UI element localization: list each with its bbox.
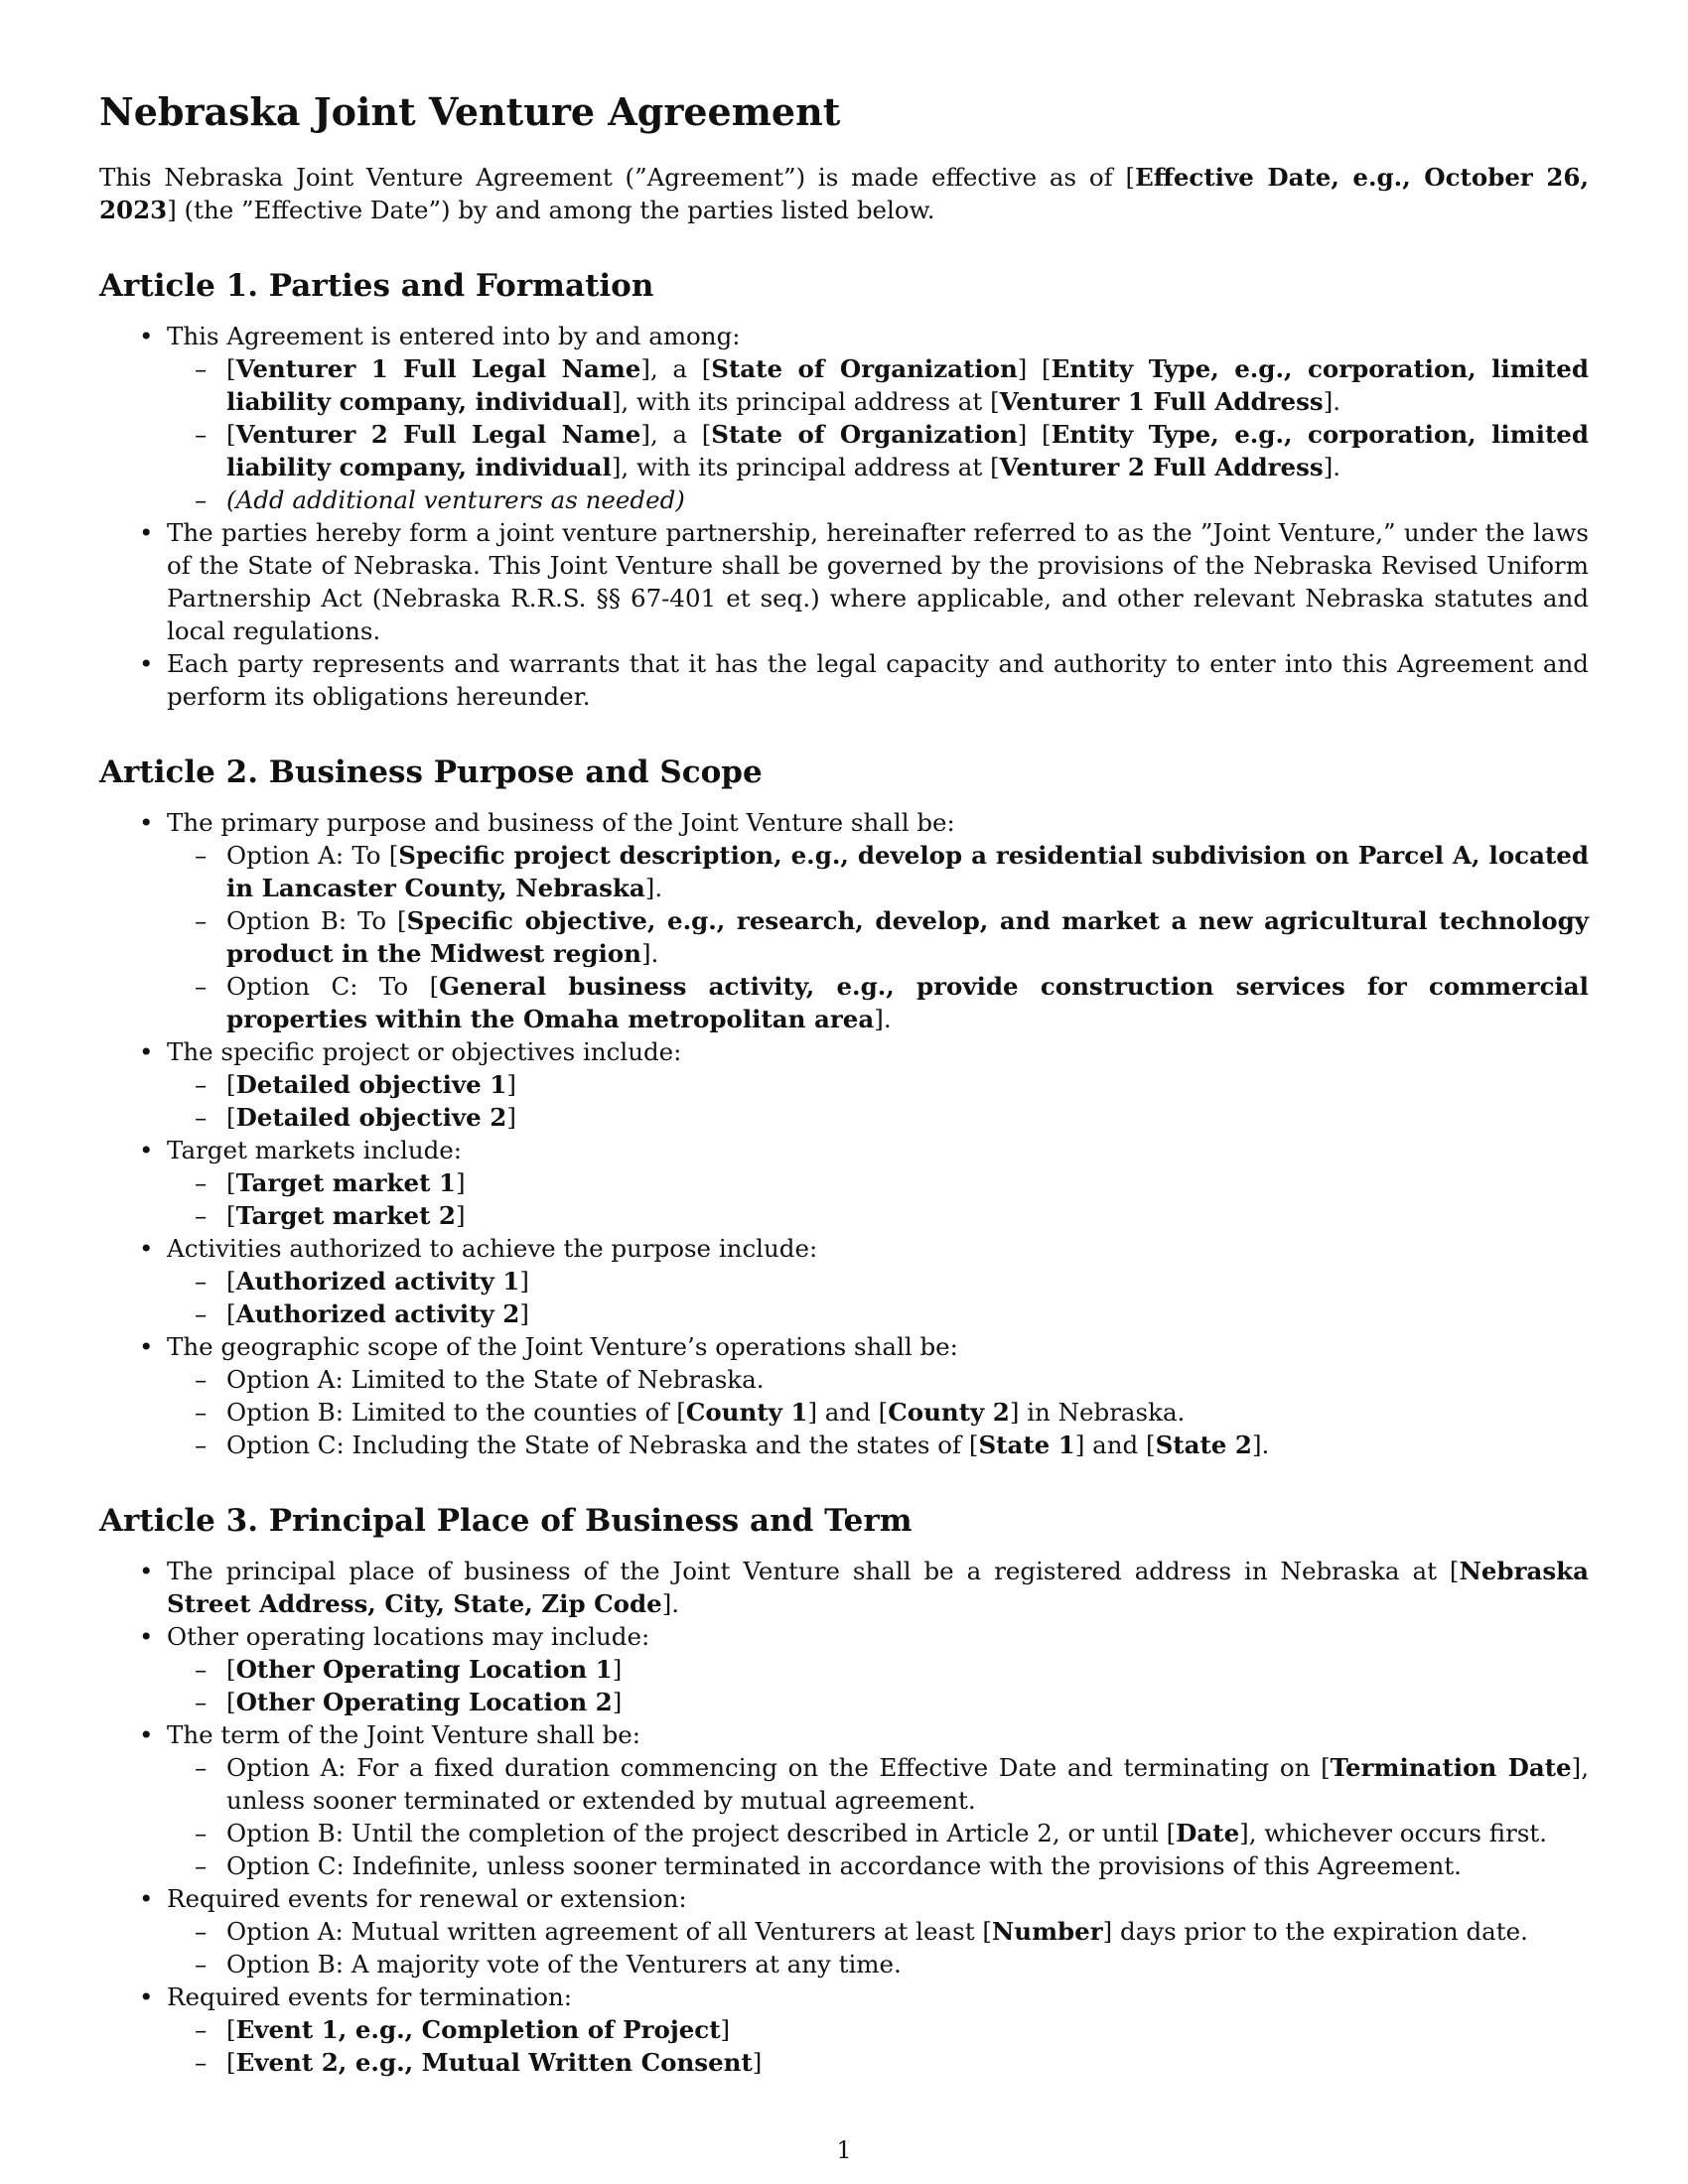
- market-item: – [Target market 1]: [165, 1166, 1589, 1199]
- document-page: [99, 89, 1589, 2079]
- termination-event-item: – [Event 2, e.g., Mutual Written Consent]: [165, 2046, 1589, 2079]
- article-1-heading: Article 1. Parties and Formation: [99, 268, 654, 304]
- venturer-1-type: Entity Type, e.g., corporation, limited liability company, individual: [226, 354, 1589, 416]
- list-item: [99, 320, 1589, 516]
- article-3-heading: Article 3. Principal Place of Business and Term: [99, 1503, 913, 1539]
- option-text-end: , unless sooner terminated or extended by mutual agreement.: [226, 1753, 1590, 1815]
- purpose-options: [167, 839, 1589, 1035]
- list-item-text: Target markets include:: [167, 1136, 463, 1164]
- term-option-c: [165, 1849, 1589, 1882]
- renewal-option-b: [165, 1948, 1589, 1980]
- list-item: [99, 1035, 1589, 1134]
- objective-item: – [Detailed objective 2]: [165, 1101, 1589, 1134]
- option-text: Option B: A majority vote of the Venturers at any time.: [226, 1950, 902, 1979]
- venturer-2-item: – [Venturer 2 Full Legal Name], a [State of Organization] [Entity Type, e.g., corporation, limited liability company, individual], with its principal address at [Venturer 2 Full Address].: [165, 418, 1589, 483]
- list-item-text: Activities authorized to achieve the purpose include:: [167, 1234, 818, 1263]
- article-2-list: [99, 806, 1589, 1461]
- list-item: [99, 1134, 1589, 1232]
- objectives-list: [167, 1068, 1589, 1134]
- list-item-text: The principal place of business of the Joint Venture shall be a registered address in Nebraska at: [167, 1557, 1450, 1585]
- connector-text: and: [817, 1398, 879, 1427]
- connector-text: , with its principal address at: [621, 387, 991, 416]
- markets-list: [167, 1166, 1589, 1232]
- event-placeholder: Event 1, e.g., Completion of Project: [235, 2015, 721, 2044]
- county-1-placeholder: County 1: [685, 1398, 808, 1427]
- term-option-b: – Option B: Until the completion of the project described in Article 2, or until [Date], whichever occurs first.: [165, 1817, 1589, 1849]
- county-2-placeholder: County 2: [888, 1398, 1010, 1427]
- list-item: [99, 1232, 1589, 1330]
- option-text: Option A: Limited to the State of Nebraska.: [226, 1365, 765, 1394]
- article-1-list: [99, 320, 1589, 713]
- objective-placeholder: Detailed objective 1: [235, 1070, 507, 1099]
- venturer-2-type: Entity Type, e.g., corporation, limited liability company, individual: [226, 420, 1589, 481]
- option-text-end: days prior to the expiration date.: [1112, 1917, 1528, 1946]
- option-b-placeholder: Specific objective, e.g., research, develop, and market a new agricultural technology product in the Midwest region: [226, 906, 1589, 968]
- article-2-heading: Article 2. Business Purpose and Scope: [99, 754, 763, 790]
- renewal-options: [167, 1915, 1589, 1980]
- state-1-placeholder: State 1: [978, 1431, 1075, 1459]
- page-number: 1: [836, 2136, 852, 2164]
- market-item: – [Target market 2]: [165, 1199, 1589, 1232]
- objective-placeholder: Detailed objective 2: [235, 1103, 507, 1132]
- document-title: Nebraska Joint Venture Agreement: [99, 89, 841, 134]
- option-label: Option A: To: [226, 841, 389, 870]
- venturer-2-address: Venturer 2 Full Address: [999, 453, 1324, 481]
- location-placeholder: Other Operating Location 2: [235, 1688, 613, 1716]
- option-text-end: , whichever occurs first.: [1248, 1819, 1548, 1847]
- list-item: [99, 1330, 1589, 1461]
- list-item: • The principal place of business of the Joint Venture shall be a registered address in Nebraska at [Nebraska Street Address, City, State, Zip Code].: [99, 1555, 1589, 1620]
- list-item: [99, 1620, 1589, 1718]
- activity-placeholder: Authorized activity 1: [235, 1267, 520, 1296]
- option-text-end: in Nebraska.: [1019, 1398, 1186, 1427]
- market-placeholder: Target market 1: [235, 1168, 456, 1197]
- venturer-list: [167, 352, 1589, 516]
- list-item: [99, 1882, 1589, 1980]
- option-label: Option B: To: [226, 906, 398, 935]
- geographic-options: [167, 1363, 1589, 1461]
- location-placeholder: Other Operating Location 1: [235, 1655, 613, 1684]
- list-item: [99, 1980, 1589, 2079]
- venturer-2-state: State of Organization: [711, 420, 1018, 449]
- option-text: Option C: Indefinite, unless sooner terminated in accordance with the provisions of this Agreement.: [226, 1851, 1462, 1880]
- option-text: Option B: Until the completion of the project described in Article 2, or until: [226, 1819, 1167, 1847]
- list-item-text: Required events for renewal or extension:: [167, 1884, 687, 1913]
- list-item-text: This Agreement is entered into by and among:: [167, 322, 741, 350]
- venturer-1-name: Venturer 1 Full Legal Name: [235, 354, 641, 383]
- renewal-option-a: – Option A: Mutual written agreement of all Venturers at least [Number] days prior to the expiration date.: [165, 1915, 1589, 1948]
- list-item-text: The parties hereby form a joint venture partnership, hereinafter referred to as the ”Joint Venture,” under the laws of the State of Nebraska. This Joint Venture shall be governed by the provisions of the Nebraska Revised Uniform Partnership Act (Nebraska R.R.S. §§ 67-401 et seq.) where applicable, and other relevant Nebraska statutes and local regulations.: [167, 518, 1589, 645]
- connector-text: , a: [649, 420, 702, 449]
- event-placeholder: Event 2, e.g., Mutual Written Consent: [235, 2048, 753, 2077]
- option-text: Option B: Limited to the counties of: [226, 1398, 677, 1427]
- option-text: Option A: For a fixed duration commencing on the Effective Date and terminating on: [226, 1753, 1322, 1782]
- objective-item: – [Detailed objective 1]: [165, 1068, 1589, 1101]
- geo-option-b: – Option B: Limited to the counties of [County 1] and [County 2] in Nebraska.: [165, 1396, 1589, 1429]
- list-item: [99, 806, 1589, 1035]
- list-item-text: The geographic scope of the Joint Venture’s operations shall be:: [167, 1332, 958, 1361]
- other-locations-list: [167, 1653, 1589, 1718]
- venturer-1-state: State of Organization: [711, 354, 1018, 383]
- location-item: – [Other Operating Location 2]: [165, 1686, 1589, 1718]
- intro-paragraph: This Nebraska Joint Venture Agreement (”Agreement”) is made effective as of [Effective Date, e.g., October 26, 2023] (the ”Effective Date”) by and among the parties listed below.: [99, 163, 1589, 224]
- termination-events-list: [167, 2013, 1589, 2079]
- venturer-2-name: Venturer 2 Full Legal Name: [235, 420, 641, 449]
- connector-text: and: [1084, 1431, 1147, 1459]
- connector-text: , a: [649, 354, 702, 383]
- market-placeholder: Target market 2: [235, 1201, 456, 1230]
- purpose-option-c: – Option C: To [General business activity, e.g., provide construction services for commercial properties within the Omaha metropolitan area].: [165, 970, 1589, 1035]
- location-item: – [Other Operating Location 1]: [165, 1653, 1589, 1686]
- additional-venturers-item: [165, 483, 1589, 516]
- list-item-text: Each party represents and warrants that it has the legal capacity and authority to enter into this Agreement and perform its obligations hereunder.: [167, 649, 1589, 711]
- venturer-1-item: – [Venturer 1 Full Legal Name], a [State of Organization] [Entity Type, e.g., corporation, limited liability company, individual], with its principal address at [Venturer 1 Full Address].: [165, 352, 1589, 418]
- effective-date-placeholder: Effective Date, e.g., October 26, 2023: [99, 163, 1589, 224]
- activity-item: – [Authorized activity 1]: [165, 1265, 1589, 1297]
- list-item: [99, 1718, 1589, 1882]
- connector-text: , with its principal address at: [621, 453, 991, 481]
- option-text-end: .: [1261, 1431, 1270, 1459]
- intro-text-end: (the ”Effective Date”) by and among the parties listed below.: [176, 196, 935, 224]
- activity-item: – [Authorized activity 2]: [165, 1297, 1589, 1330]
- list-item-text: The primary purpose and business of the Joint Venture shall be:: [167, 808, 955, 837]
- address-placeholder: Nebraska Street Address, City, State, Zip Code: [167, 1557, 1589, 1618]
- term-option-a: – Option A: For a fixed duration commencing on the Effective Date and terminating on [Termination Date], unless sooner terminated or extended by mutual agreement.: [165, 1751, 1589, 1817]
- activity-placeholder: Authorized activity 2: [235, 1299, 520, 1328]
- geo-option-a: [165, 1363, 1589, 1396]
- list-item-text: Required events for termination:: [167, 1982, 573, 2011]
- option-label: Option C: To: [226, 972, 430, 1001]
- list-item-text: The term of the Joint Venture shall be:: [167, 1720, 641, 1749]
- activities-list: [167, 1265, 1589, 1330]
- venturer-1-address: Venturer 1 Full Address: [999, 387, 1324, 416]
- additional-venturers-note: (Add additional venturers as needed): [226, 485, 685, 514]
- list-item: [99, 647, 1589, 713]
- term-options: [167, 1751, 1589, 1882]
- list-item-text: Other operating locations may include:: [167, 1622, 650, 1651]
- number-placeholder: Number: [991, 1917, 1103, 1946]
- option-a-placeholder: Specific project description, e.g., develop a residential subdivision on Parcel A, located in Lancaster County, Nebraska: [226, 841, 1590, 902]
- termination-event-item: – [Event 1, e.g., Completion of Project]: [165, 2013, 1589, 2046]
- option-text: Option C: Including the State of Nebraska and the states of: [226, 1431, 969, 1459]
- state-2-placeholder: State 2: [1155, 1431, 1252, 1459]
- list-item: [99, 516, 1589, 647]
- option-text: Option A: Mutual written agreement of all Venturers at least: [226, 1917, 983, 1946]
- termination-date-placeholder: Termination Date: [1330, 1753, 1572, 1782]
- list-item-text: The specific project or objectives include:: [167, 1037, 682, 1066]
- purpose-option-a: – Option A: To [Specific project description, e.g., develop a residential subdivision on Parcel A, located in Lancaster County, Nebraska].: [165, 839, 1589, 904]
- article-3-list: [99, 1555, 1589, 2079]
- purpose-option-b: – Option B: To [Specific objective, e.g., research, develop, and market a new agricultural technology product in the Midwest region].: [165, 904, 1589, 970]
- date-placeholder: Date: [1176, 1819, 1240, 1847]
- option-c-placeholder: General business activity, e.g., provide construction services for commercial properties within the Omaha metropolitan area: [226, 972, 1589, 1033]
- geo-option-c: – Option C: Including the State of Nebraska and the states of [State 1] and [State 2].: [165, 1429, 1589, 1461]
- intro-text: This Nebraska Joint Venture Agreement (”Agreement”) is made effective as of: [99, 163, 1126, 192]
